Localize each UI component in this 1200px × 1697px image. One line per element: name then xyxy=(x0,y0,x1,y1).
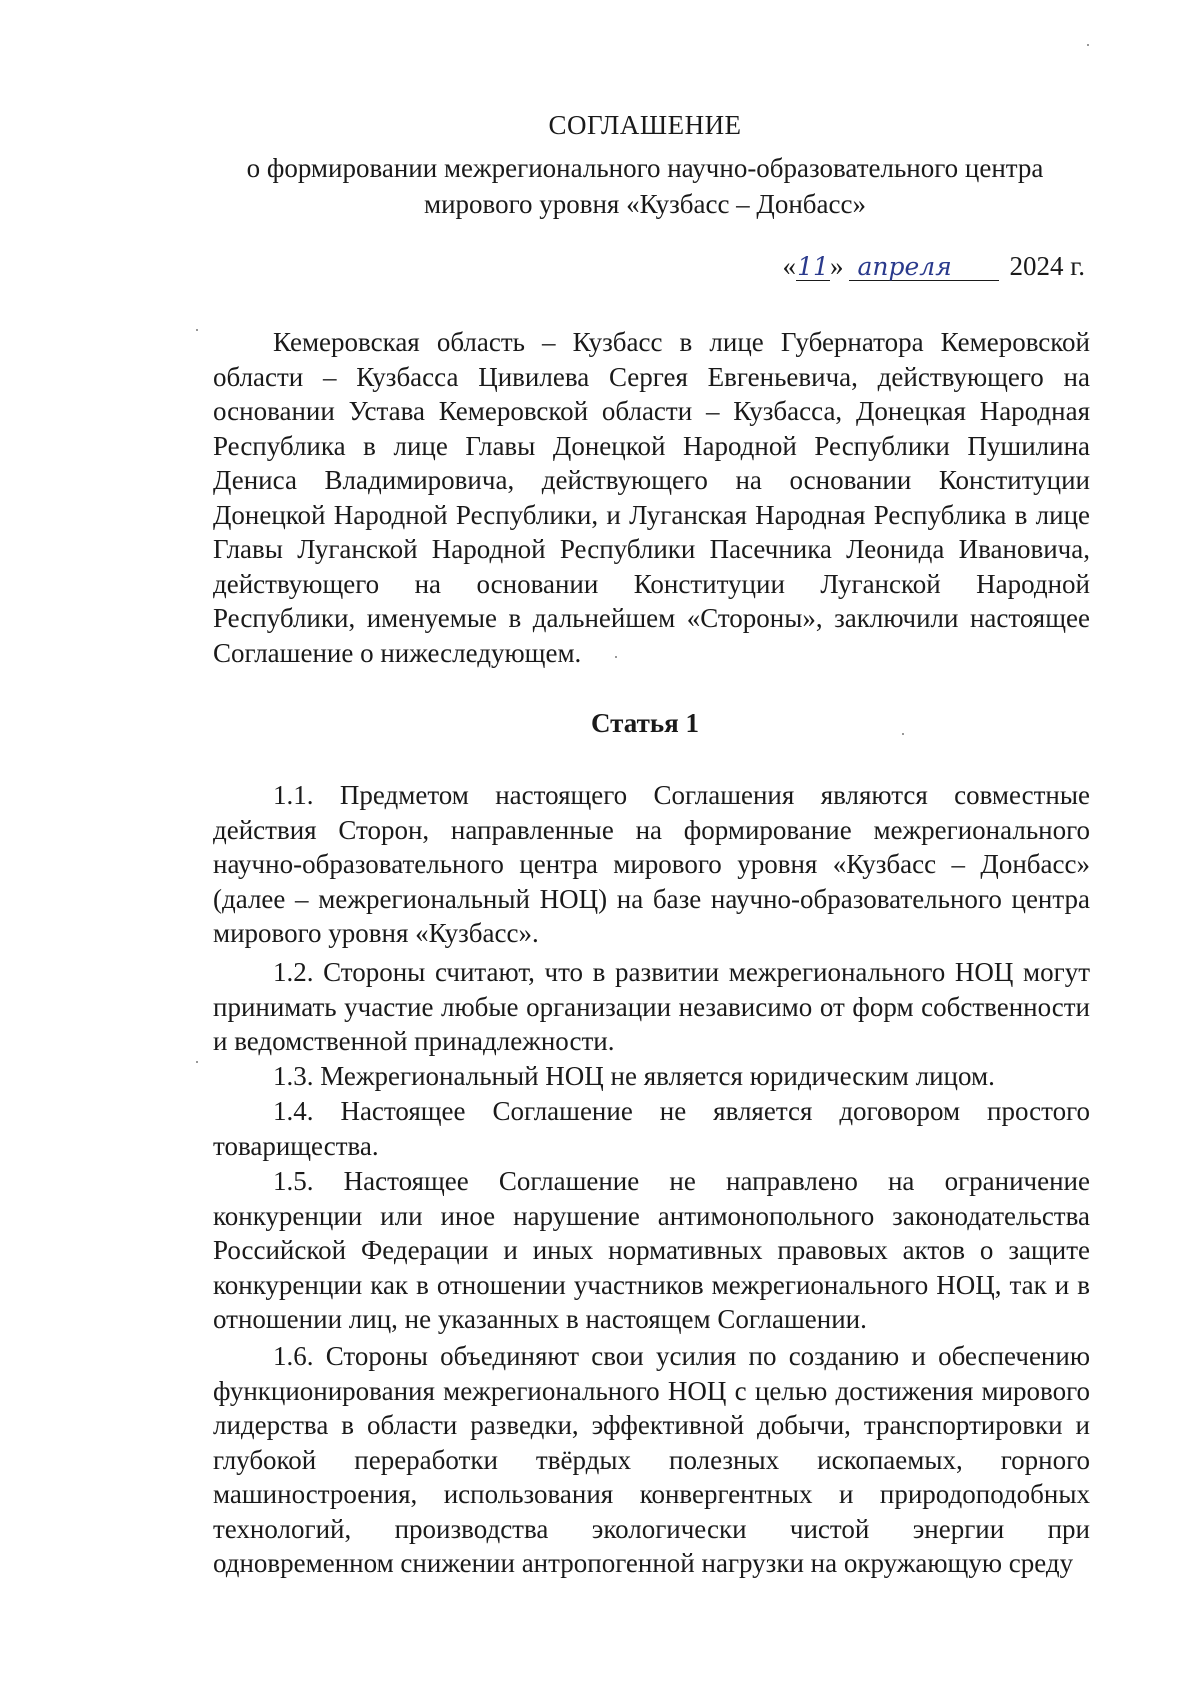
clause-1-6: 1.6. Стороны объединяют свои усилия по созданию и обеспечению функционирования межрегионального НОЦ с целью достижения мирового лидерства в области разведки, эффективной добычи, транспортировки и глубокой переработки твёрдых полезных ископаемых, горного машиностроения, использования конвергентных и природоподобных технологий, производства экологически чистой энергии при одновременном снижении антропогенной нагрузки на окружающую среду xyxy=(213,1341,1090,1578)
date-year: 2024 г. xyxy=(1009,251,1085,281)
scan-speck xyxy=(196,1061,198,1063)
scan-speck xyxy=(1087,44,1089,46)
date-day-handwritten: 11 xyxy=(797,252,829,281)
scan-speck xyxy=(615,656,617,658)
subtitle-line-1: о формировании межрегионального научно-образовательного центра xyxy=(246,153,1044,183)
date-open-quote: « xyxy=(782,251,796,281)
date-month-handwritten: апреля xyxy=(849,254,999,281)
article-heading: Статья 1 xyxy=(591,708,699,738)
clause-1-2: 1.2. Стороны считают, что в развитии межрегионального НОЦ могут принимать участие любые организации независимо от форм собственности и ведомственной принадлежности. xyxy=(213,957,1090,1056)
subtitle-line-2: мирового уровня «Кузбасс – Донбасс» xyxy=(423,189,866,219)
date-close-quote: » xyxy=(829,251,844,281)
clause-1-4: 1.4. Настоящее Соглашение не является договором простого товарищества. xyxy=(213,1096,1090,1161)
clause-1-5: 1.5. Настоящее Соглашение не направлено на ограничение конкуренции или иное нарушение антимонопольного законодательства Российской Федерации и иных нормативных правовых актов о защите конкуренции как в отношении участников межрегионального НОЦ, так и в отношении лиц, не указанных в настоящем Соглашении. xyxy=(213,1166,1090,1334)
signing-date xyxy=(782,251,1085,282)
scan-speck xyxy=(902,733,904,735)
document-title: СОГЛАШЕНИЕ xyxy=(548,110,742,140)
document-subtitle xyxy=(160,150,1130,222)
clause-1-1: 1.1. Предметом настоящего Соглашения являются совместные действия Сторон, направленные на формирование межрегионального научно-образовательного центра мирового уровня «Кузбасс – Донбасс» (далее – межрегиональный НОЦ) на базе научно-образовательного центра мирового уровня «Кузбасс». xyxy=(213,780,1090,948)
intro-paragraph: Кемеровская область – Кузбасс в лице Губернатора Кемеровской области – Кузбасса Цивилева Сергея Евгеньевича, действующего на основании Устава Кемеровской области – Кузбасса, Донецкая Народная Республика в лице Главы Донецкой Народной Республики Пушилина Дениса Владимировича, действующего на основании Конституции Донецкой Народной Республики, и Луганская Народная Республика в лице Главы Луганской Народной Республики Пасечника Леонида Ивановича, действующего на основании Конституции Луганской Народной Республики, именуемые в дальнейшем «Стороны», заключили настоящее Соглашение о нижеследующем. xyxy=(213,327,1090,668)
scan-speck xyxy=(196,329,198,331)
clause-1-3: 1.3. Межрегиональный НОЦ не является юридическим лицом. xyxy=(273,1061,995,1091)
